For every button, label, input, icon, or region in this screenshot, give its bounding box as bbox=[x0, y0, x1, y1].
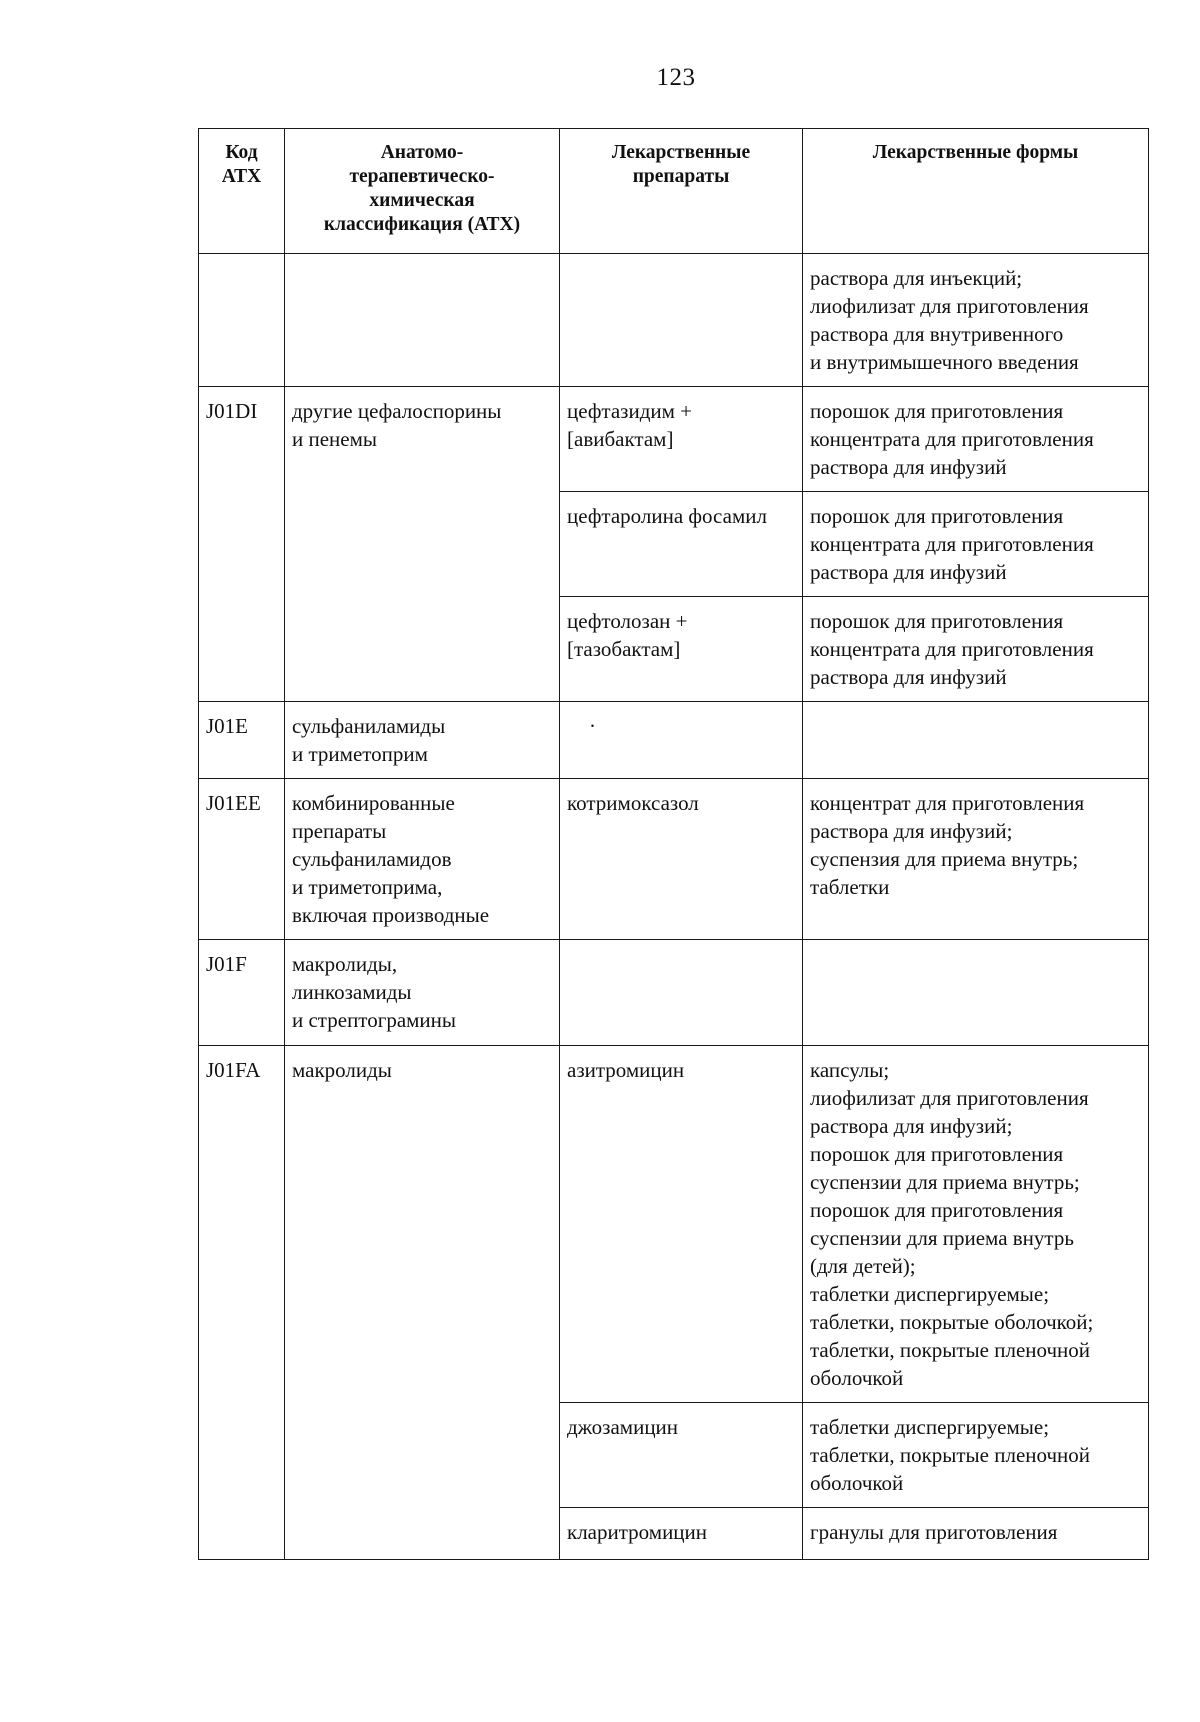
cell-classification bbox=[285, 1508, 560, 1560]
cell-drug-mark: · bbox=[589, 714, 596, 738]
header-code: Код АТХ bbox=[199, 129, 285, 254]
cell-code: J01F bbox=[199, 940, 285, 1046]
cell-classification bbox=[285, 254, 560, 387]
cell-classification: макролиды, линкозамиды и стрептограмины bbox=[285, 940, 560, 1046]
cell-classification bbox=[285, 492, 560, 597]
page-number: 123 bbox=[656, 64, 696, 91]
cell-classification: другие цефалоспорины и пенемы bbox=[285, 387, 560, 492]
cell-forms bbox=[803, 940, 1149, 1046]
table-row bbox=[199, 597, 1149, 702]
cell-drug: цефтаролина фосамил bbox=[560, 492, 803, 597]
table-row bbox=[199, 702, 1149, 779]
cell-classification: комбинированные препараты сульфаниламидов и триметоприма, включая производные bbox=[285, 779, 560, 940]
header-forms: Лекарственные формы bbox=[803, 129, 1149, 254]
cell-classification bbox=[285, 597, 560, 702]
cell-classification bbox=[285, 1403, 560, 1508]
cell-code bbox=[199, 597, 285, 702]
table-header-row bbox=[199, 129, 1149, 254]
cell-drug: цефтолозан + [тазобактам] bbox=[560, 597, 803, 702]
header-classification: Анатомо- терапевтическо- химическая классификация (АТХ) bbox=[285, 129, 560, 254]
table-row bbox=[199, 1403, 1149, 1508]
cell-classification: макролиды bbox=[285, 1046, 560, 1403]
cell-drug: азитромицин bbox=[560, 1046, 803, 1403]
cell-forms bbox=[803, 702, 1149, 779]
cell-code bbox=[199, 1508, 285, 1560]
cell-drug bbox=[560, 254, 803, 387]
table-row bbox=[199, 387, 1149, 492]
cell-drug: котримоксазол bbox=[560, 779, 803, 940]
cell-code: J01DI bbox=[199, 387, 285, 492]
cell-code bbox=[199, 492, 285, 597]
header-drugs: Лекарственные препараты bbox=[560, 129, 803, 254]
table-row bbox=[199, 1046, 1149, 1403]
cell-forms: капсулы; лиофилизат для приготовления раствора для инфузий; порошок для приготовления суспензии для приема внутрь; порошок для приготовления суспензии для приема внутрь (для детей); таблетки диспергируемые; таблетки, покрытые оболочкой; таблетки, покрытые пленочной оболочкой bbox=[803, 1046, 1149, 1403]
table-row bbox=[199, 492, 1149, 597]
table-row bbox=[199, 254, 1149, 387]
cell-drug: кларитромицин bbox=[560, 1508, 803, 1560]
cell-drug bbox=[560, 940, 803, 1046]
cell-code bbox=[199, 1403, 285, 1508]
cell-forms: порошок для приготовления концентрата для приготовления раствора для инфузий bbox=[803, 492, 1149, 597]
cell-code: J01E bbox=[199, 702, 285, 779]
cell-forms: порошок для приготовления концентрата для приготовления раствора для инфузий bbox=[803, 387, 1149, 492]
cell-drug: джозамицин bbox=[560, 1403, 803, 1508]
cell-code: J01FA bbox=[199, 1046, 285, 1403]
table-row bbox=[199, 779, 1149, 940]
cell-drug: цефтазидим + [авибактам] bbox=[560, 387, 803, 492]
cell-forms: гранулы для приготовления bbox=[803, 1508, 1149, 1560]
table-row bbox=[199, 940, 1149, 1046]
cell-forms: концентрат для приготовления раствора для инфузий; суспензия для приема внутрь; таблетки bbox=[803, 779, 1149, 940]
cell-drug bbox=[560, 702, 803, 779]
cell-forms: таблетки диспергируемые; таблетки, покрытые пленочной оболочкой bbox=[803, 1403, 1149, 1508]
cell-code bbox=[199, 254, 285, 387]
atx-table bbox=[198, 128, 1149, 1560]
cell-classification: сульфаниламиды и триметоприм bbox=[285, 702, 560, 779]
cell-forms: порошок для приготовления концентрата для приготовления раствора для инфузий bbox=[803, 597, 1149, 702]
cell-forms: раствора для инъекций; лиофилизат для приготовления раствора для внутривенного и внутримышечного введения bbox=[803, 254, 1149, 387]
cell-code: J01EE bbox=[199, 779, 285, 940]
table-row bbox=[199, 1508, 1149, 1560]
